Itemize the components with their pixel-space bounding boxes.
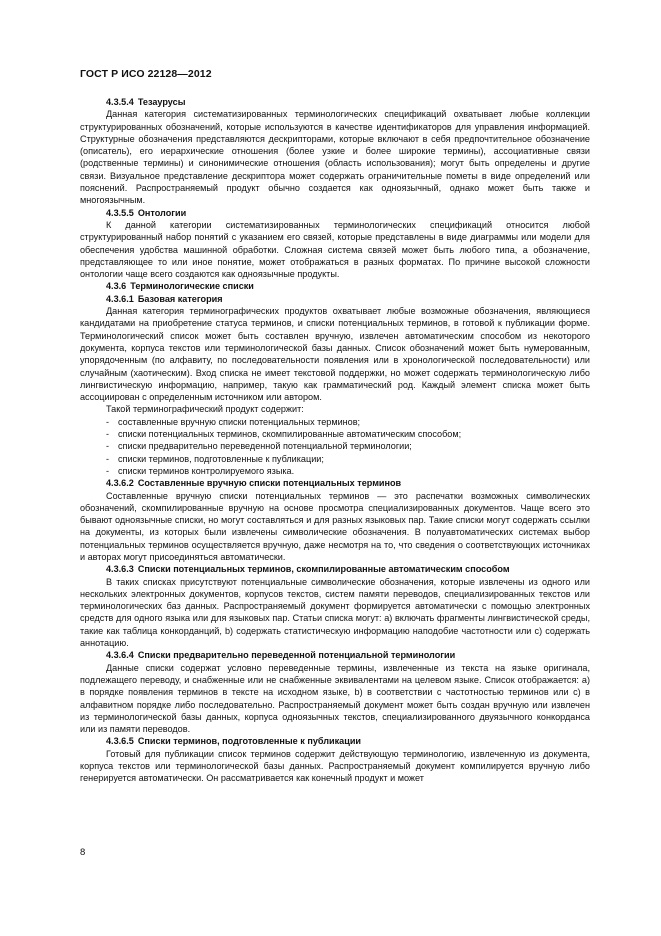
section-heading: [80, 477, 590, 489]
paragraph: Данные списки содержат условно переведенные термины, извлеченные из текста на языке оригинала, подлежащего переводу, и снабженные или не снабженные эквивалентами на целевом языке. Список отображается: a) в порядке появления терминов в тексте на исходном языке, b) в соответствии с частотностью терминов или c) в алфавитном порядке либо последовательно. Распространяемый документ может быть создан вручную или извлечен из терминологической базы данных, корпуса одноязычных текстов, специализированного двуязычного конкорданса или из памяти переводов.: [80, 662, 590, 735]
section-number: 4.3.6: [106, 281, 127, 292]
section-heading: [80, 280, 590, 292]
list-item-text: составленные вручную списки потенциальных терминов;: [118, 416, 361, 427]
section-heading: [80, 293, 590, 305]
list-item-text: списки терминов, подготовленные к публикации;: [118, 453, 324, 464]
section-number: 4.3.6.4: [106, 650, 134, 661]
page-header: ГОСТ Р ИСО 22128—2012: [80, 68, 212, 80]
section-heading: [80, 649, 590, 661]
section-title: Списки потенциальных терминов, скомпилированные автоматическим способом: [137, 564, 510, 575]
paragraph: Данная категория терминографических продуктов охватывает любые возможные обозначения, являющиеся кандидатами на приобретение статуса терминов, и списки потенциальных терминов, в готовой к публикации форме. Терминологический список может быть составлен вручную, извлечен автоматическим способом из некоторого документа, корпуса текстов или терминологической базы данных. Список обозначений может быть нумерованным, упорядоченным (по алфавиту, по последовательности появления или в хронологической последовательности) или случайным (хаотическим). Вход списка не имеет текстовой поддержки, но может содержать терминологическую либо лингвистическую информацию, например, такую как грамматический род. Каждый элемент списка может быть ассоциирован с определенным источником или автором.: [80, 306, 590, 403]
paragraph: Такой терминографический продукт содержит:: [106, 404, 304, 415]
list-item-text: списки предварительно переведенной потенциальной терминологии;: [118, 441, 412, 452]
list-dash: -: [106, 453, 110, 464]
list-dash: -: [106, 441, 110, 452]
section-title: Списки терминов, подготовленные к публикации: [137, 736, 362, 747]
list-item: [80, 416, 590, 428]
list-dash: -: [106, 465, 110, 476]
section-heading: [80, 96, 590, 108]
section-title: Базовая категория: [137, 293, 223, 304]
bullet-list: [80, 416, 590, 477]
paragraph: Составленные вручную списки потенциальных терминов — это распечатки возможных символических обозначений, скомпилированные вручную на основе просмотра специализированных документов. Чаще всего это бывают одноязычные списки, но могут составляться и для разных языковых пар. Такие списки могут содержать ссылки на документы, из которых были извлечены символические обозначения. В полуавтоматических системах выбор потенциальных терминов осуществляется вручную, даже несмотря на то, что сведения о соответствующих источниках и авторах могут присоединяться автоматически.: [80, 490, 590, 562]
section-title: Онтологии: [137, 207, 187, 218]
section-heading: [80, 563, 590, 575]
list-item: [80, 453, 590, 465]
section-number: 4.3.6.1: [106, 293, 134, 304]
section-title: Терминологические списки: [130, 281, 254, 292]
list-item-text: списки потенциальных терминов, скомпилированные автоматическим способом;: [118, 429, 462, 440]
list-item: [80, 465, 590, 477]
list-dash: -: [106, 429, 110, 440]
list-dash: -: [106, 416, 110, 427]
section-number: 4.3.6.3: [106, 564, 134, 575]
paragraph: К данной категории систематизированных терминологических спецификаций относится любой структурированный набор понятий с указанием его связей, которые представлены в виде диаграммы или модели для обеспечения удобства машинной обработки. Сложная система связей может быть любого типа, а обозначение, представляющее то или иное понятие, может отображаться в разных форматах. По причине высокой сложности онтологии чаще всего создаются как одноязычные продукты.: [80, 219, 590, 280]
section-number: 4.3.6.2: [106, 478, 134, 489]
section-number: 4.3.5.4: [106, 97, 134, 107]
document-body: [80, 96, 590, 785]
section-heading: [80, 735, 590, 747]
list-item-text: списки терминов контролируемого языка.: [118, 465, 295, 476]
section-title: Тезаурусы: [137, 97, 186, 107]
section-number: 4.3.5.5: [106, 207, 134, 218]
section-title: Списки предварительно переведенной потенциальной терминологии: [137, 650, 456, 661]
page-number: 8: [80, 847, 86, 858]
paragraph: В таких списках присутствуют потенциальные символические обозначения, которые извлечены из одного или нескольких электронных документов, корпусов текстов, систем памяти переводов, специализированных текстов или терминологических баз данных. Распространяемый документ формируется автоматически с помощью электронных средств для одного языка или для языковых пар. Статьи списка могут: a) включать фрагменты лингвистической среды, такие как таблица конкорданций, b) содержать статистическую информацию наподобие частотности или c) содержать аннотацию.: [80, 576, 590, 649]
paragraph: Готовый для публикации список терминов содержит действующую терминологию, извлеченную из документа, корпуса текстов или терминологической базы данных. Распространяемый документ компилируется вручную либо генерируется автоматически. Он рассматривается как конечный продукт и может: [80, 748, 590, 784]
paragraph: Данная категория систематизированных терминологических спецификаций охватывает любые коллекции структурированных обозначений, которые используются в качестве идентификаторов для управления информацией. Структурные обозначения представляются дескрипторами, которые включают в себя предпочтительное обозначение (описатель), его иерархические отношения (более узкие и более широкие термины), ассоциативные связи (родственные термины) и синонимические отношения (область использования); могут быть определены и другие связи. Визуальное представление дескриптора может содержать ограничительные пометы в виде определений или пояснений. Распространяемый продукт обычно создается как одноязычный, однако может быть также и многоязычным.: [80, 109, 590, 206]
section-title: Составленные вручную списки потенциальных терминов: [137, 478, 402, 489]
section-number: 4.3.6.5: [106, 736, 134, 747]
list-item: [80, 440, 590, 452]
section-heading: [80, 207, 590, 219]
list-item: [80, 428, 590, 440]
